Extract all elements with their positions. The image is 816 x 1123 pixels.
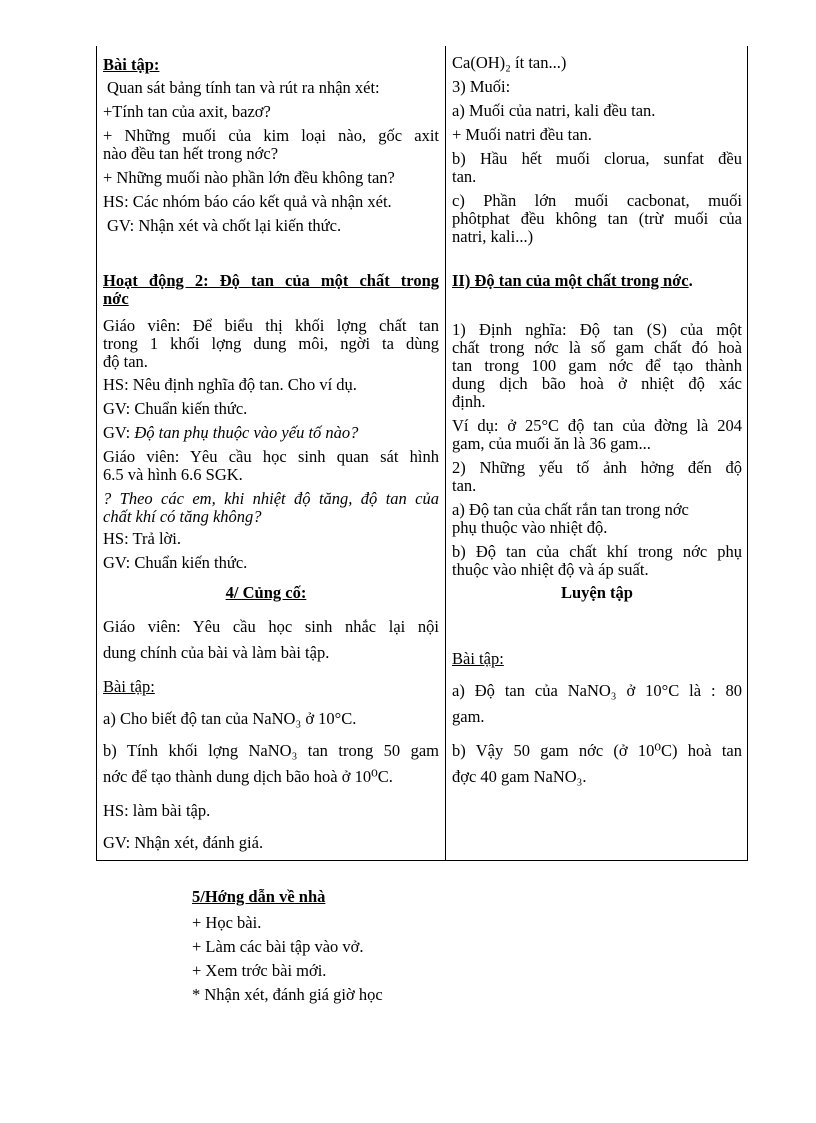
lesson-table [96,46,748,861]
content-line: + Muối natri đều tan. [452,125,592,144]
factor-line: a) Độ tan của chất rắn tan trong nớc [452,500,689,519]
paragraph-line: HS: làm bài tập. [103,801,211,820]
activity-2-heading-cont: nớc [103,289,129,308]
definition-line: dung dịch bão hoà ở nhiệt độ xác [452,374,742,393]
practice-heading: Luyện tập [561,583,633,602]
homework-item: + Học bài. [192,913,262,932]
factor-line: b) Độ tan của chất khí trong nớc phụ [452,542,742,561]
section-2-title: II) Độ tan của một chất trong nớc [452,271,689,290]
paragraph-line: Giáo viên: Yêu cầu học sinh nhắc lại nội [103,617,439,636]
exercise-line: +Tính tan của axit, bazơ? [103,102,271,121]
definition-line: 1) Định nghĩa: Độ tan (S) của một [452,320,742,339]
exercise-item: a) Cho biết độ tan của NaNO₃ ở 10°C. [103,709,357,728]
exercise-item: b) Tính khối lợng NaNO₃ tan trong 50 gam [103,741,439,760]
answer-line: gam. [452,707,485,726]
paragraph-line: độ tan. [103,352,148,371]
homework-item: + Xem trớc bài mới. [192,961,327,980]
factor-line: thuộc vào nhiệt độ và áp suất. [452,560,649,579]
homework-item: + Làm các bài tập vào vở. [192,937,364,956]
paragraph-line: GV: Chuẩn kiến thức. [103,399,248,418]
content-line: phôtphat đều không tan (trừ muối của [452,209,742,228]
section-2-heading [452,272,742,290]
exercise-line: Quan sát bảng tính tan và rút ra nhận xét: [107,78,380,97]
exercise-line: + Những muối của kim loại nào, gốc axit [103,126,439,145]
paragraph-line: GV: Nhận xét, đánh giá. [103,833,264,852]
content-line: c) Phần lớn muối cacbonat, muối [452,191,742,210]
exercise-line: + Những muối nào phần lớn đều không tan? [103,168,395,187]
factor-line: tan. [452,476,477,495]
factor-line: phụ thuộc vào nhiệt độ. [452,518,608,537]
paragraph-line: HS: Nêu định nghĩa độ tan. Cho ví dụ. [103,375,357,394]
content-line: 3) Muối: [452,77,511,96]
paragraph-line [103,424,439,442]
definition-line: tan trong 100 gam nớc để tạo thành [452,356,742,375]
consolidation-heading: 4/ Củng cố: [225,583,307,602]
exercise-line: nào đều tan hết trong nớc? [103,144,279,163]
paragraph-line: HS: Trả lời. [103,529,181,548]
question-text: Độ tan phụ thuộc vào yếu tố nào? [134,423,359,442]
paragraph-line: Giáo viên: Yêu cầu học sinh quan sát hình [103,447,439,466]
question-line: chất khí có tăng không? [103,507,262,526]
factor-line: 2) Những yếu tố ảnh hởng đến độ [452,458,742,477]
activity-2-heading: Hoạt động 2: Độ tan của một chất trong [103,271,439,290]
exercise-heading: Bài tập: [452,649,504,668]
paragraph-line: GV: Chuẩn kiến thức. [103,553,248,572]
content-line: a) Muối của natri, kali đều tan. [452,101,656,120]
content-line: Ca(OH)₂ ít tan...) [452,53,567,72]
example-line: gam, của muối ăn là 36 gam... [452,434,651,453]
homework-heading: 5/Hớng dẫn về nhà [192,887,326,906]
definition-line: định. [452,392,486,411]
question-line: ? Theo các em, khi nhiệt độ tăng, độ tan của [103,489,439,508]
content-line: tan. [452,167,477,186]
example-line: Ví dụ: ở 25°C độ tan của đờng là 204 [452,416,742,435]
answer-line: a) Độ tan của NaNO₃ ở 10°C là : 80 [452,681,742,700]
paragraph-line: 6.5 và hình 6.6 SGK. [103,465,243,484]
content-line: natri, kali...) [452,227,534,246]
column-divider [445,46,446,860]
definition-line: chất trong nớc là số gam chất đó hoà [452,338,742,357]
homework-item: * Nhận xét, đánh giá giờ học [192,985,383,1004]
section-2-dot: . [688,271,693,290]
content-line: b) Hầu hết muối clorua, sunfat đều [452,149,742,168]
speaker-label: GV: [103,423,135,442]
paragraph-line: Giáo viên: Để biểu thị khối lợng chất tan [103,316,439,335]
exercise-item: nớc để tạo thành dung dịch bão hoà ở 10⁰C. [103,767,393,786]
exercise-line: GV: Nhận xét và chốt lại kiến thức. [107,216,342,235]
exercise-heading: Bài tập: [103,55,160,74]
answer-line: b) Vậy 50 gam nớc (ở 10⁰C) hoà tan [452,741,742,760]
paragraph-line: trong 1 khối lợng dung môi, ngời ta dùng [103,334,439,353]
exercise-line: HS: Các nhóm báo cáo kết quả và nhận xét. [103,192,392,211]
exercise-heading: Bài tập: [103,677,155,696]
answer-line: đợc 40 gam NaNO₃. [452,767,587,786]
paragraph-line: dung chính của bài và làm bài tập. [103,643,330,662]
